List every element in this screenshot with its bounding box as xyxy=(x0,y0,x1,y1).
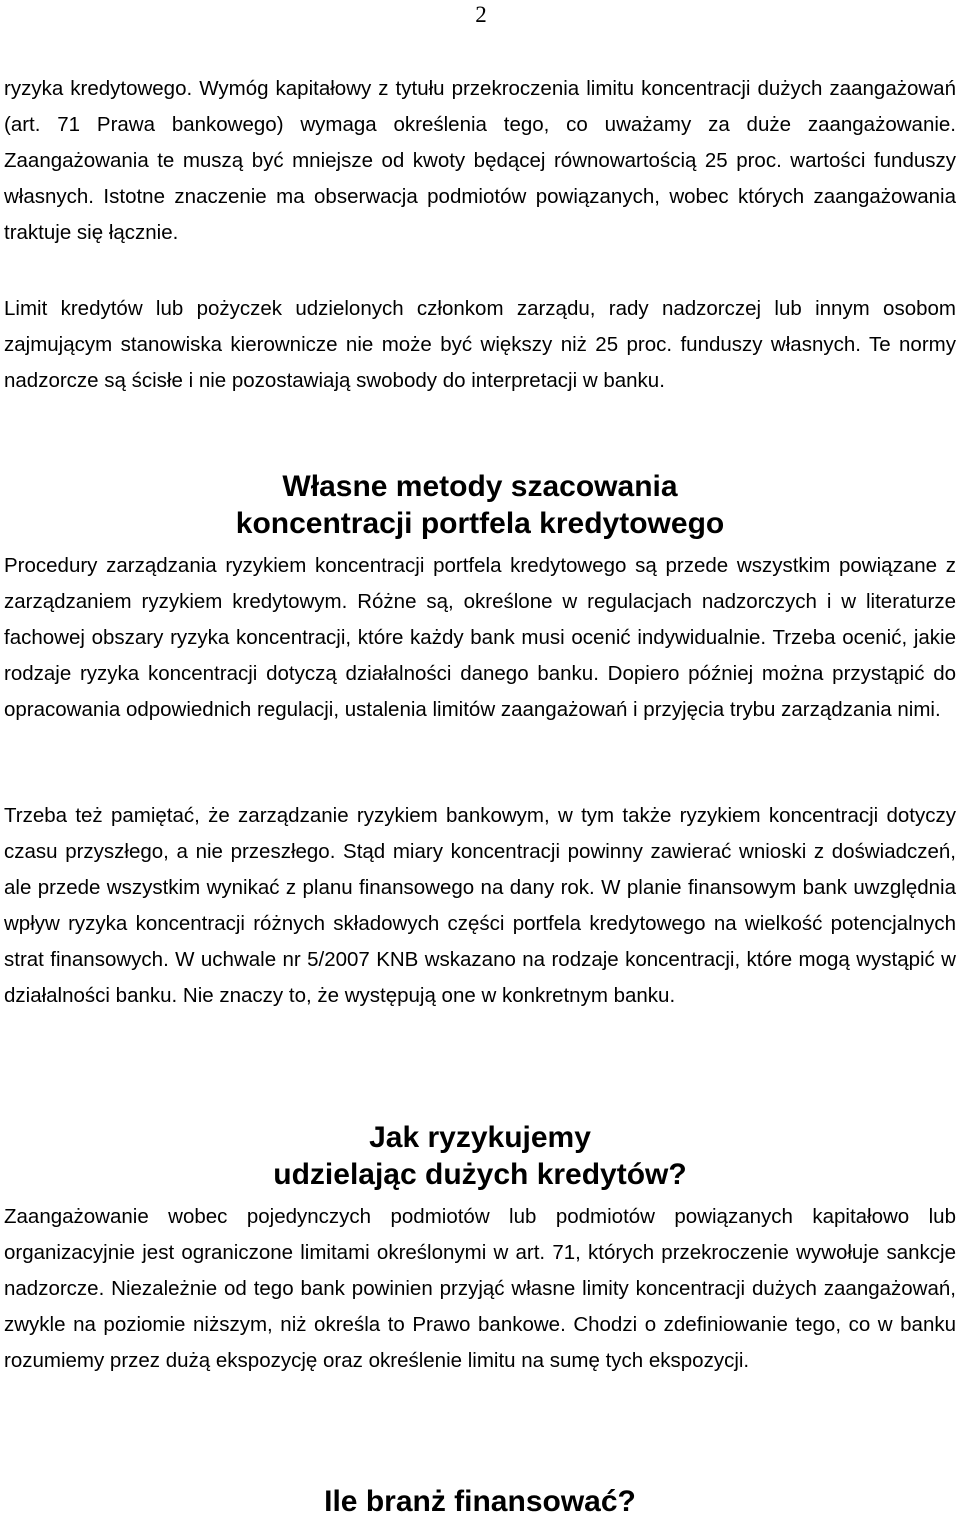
paragraph-concentration-requirement: ryzyka kredytowego. Wymóg kapitałowy z tytułu przekroczenia limitu koncentracji dużych zaangażowań (art. 71 Prawa bankowego) wymaga określenia tego, co uważamy za duże zaangażowanie. Zaangażowania te muszą być mniejsze od kwoty będącej równowartością 25 proc. wartości funduszy własnych. Istotne znaczenie ma obserwacja podmiotów powiązanych, wobec których zaangażowania traktuje się łącznie. xyxy=(4,77,956,244)
paragraph-future-risk: Trzeba też pamiętać, że zarządzanie ryzykiem bankowym, w tym także ryzykiem koncentracji dotyczy czasu przyszłego, a nie przeszłego. Stąd miary koncentracji powinny zawierać wnioski z doświadczeń, ale przede wszystkim wynikać z planu finansowego na dany rok. W planie finansowym bank uwzględnia wpływ ryzyka koncentracji różnych składowych części portfela kredytowego na wielkość potencjalnych strat finansowych. W uchwale nr 5/2007 KNB wskazano na rodzaje koncentracji, które mogą wystąpić w działalności banku. Nie znaczy to, że występują one w konkretnym banku. xyxy=(4,804,956,1007)
heading-large-credit-risk xyxy=(4,1119,956,1193)
paragraph-concentration-procedures: Procedury zarządzania ryzykiem koncentracji portfela kredytowego są przede wszystkim powiązane z zarządzaniem ryzykiem kredytowym. Różne są, określone w regulacjach nadzorczych i w literaturze fachowej obszary ryzyka koncentracji, które każdy bank musi ocenić indywidualnie. Trzeba ocenić, jakie rodzaje ryzyka koncentracji dotyczą działalności danego banku. Dopiero później można przystąpić do opracowania odpowiednich regulacji, ustalenia limitów zaangażowań i przyjęcia trybu zarządzania nimi. xyxy=(4,554,956,721)
heading-line: Własne metody szacowania xyxy=(282,470,678,503)
paragraph-management-loan-limit: Limit kredytów lub pożyczek udzielonych członkom zarządu, rady nadzorczej lub innym osobom zajmującym stanowiska kierownicze nie może być większy niż 25 proc. funduszy własnych. Te normy nadzorcze są ścisłe i nie pozostawiają swobody do interpretacji w banku. xyxy=(4,297,956,392)
heading-own-estimation-methods xyxy=(4,468,956,542)
heading-line: Jak ryzykujemy xyxy=(369,1121,591,1154)
heading-industries-to-finance: Ile branż finansować? xyxy=(324,1485,636,1518)
page-number: 2 xyxy=(475,2,487,27)
paragraph-exposure-limits: Zaangażowanie wobec pojedynczych podmiotów lub podmiotów powiązanych kapitałowo lub organizacyjnie jest ograniczone limitami określonymi w art. 71, których przekroczenie wywołuje sankcje nadzorcze. Niezależnie od tego bank powinien przyjąć własne limity koncentracji dużych zaangażowań, zwykle na poziomie niższym, niż określa to Prawo bankowe. Chodzi o zdefiniowanie tego, co w banku rozumiemy przez dużą ekspozycję oraz określenie limitu na sumę tych ekspozycji. xyxy=(4,1205,956,1372)
heading-line: koncentracji portfela kredytowego xyxy=(235,507,725,540)
heading-line: udzielając dużych kredytów? xyxy=(273,1158,687,1191)
